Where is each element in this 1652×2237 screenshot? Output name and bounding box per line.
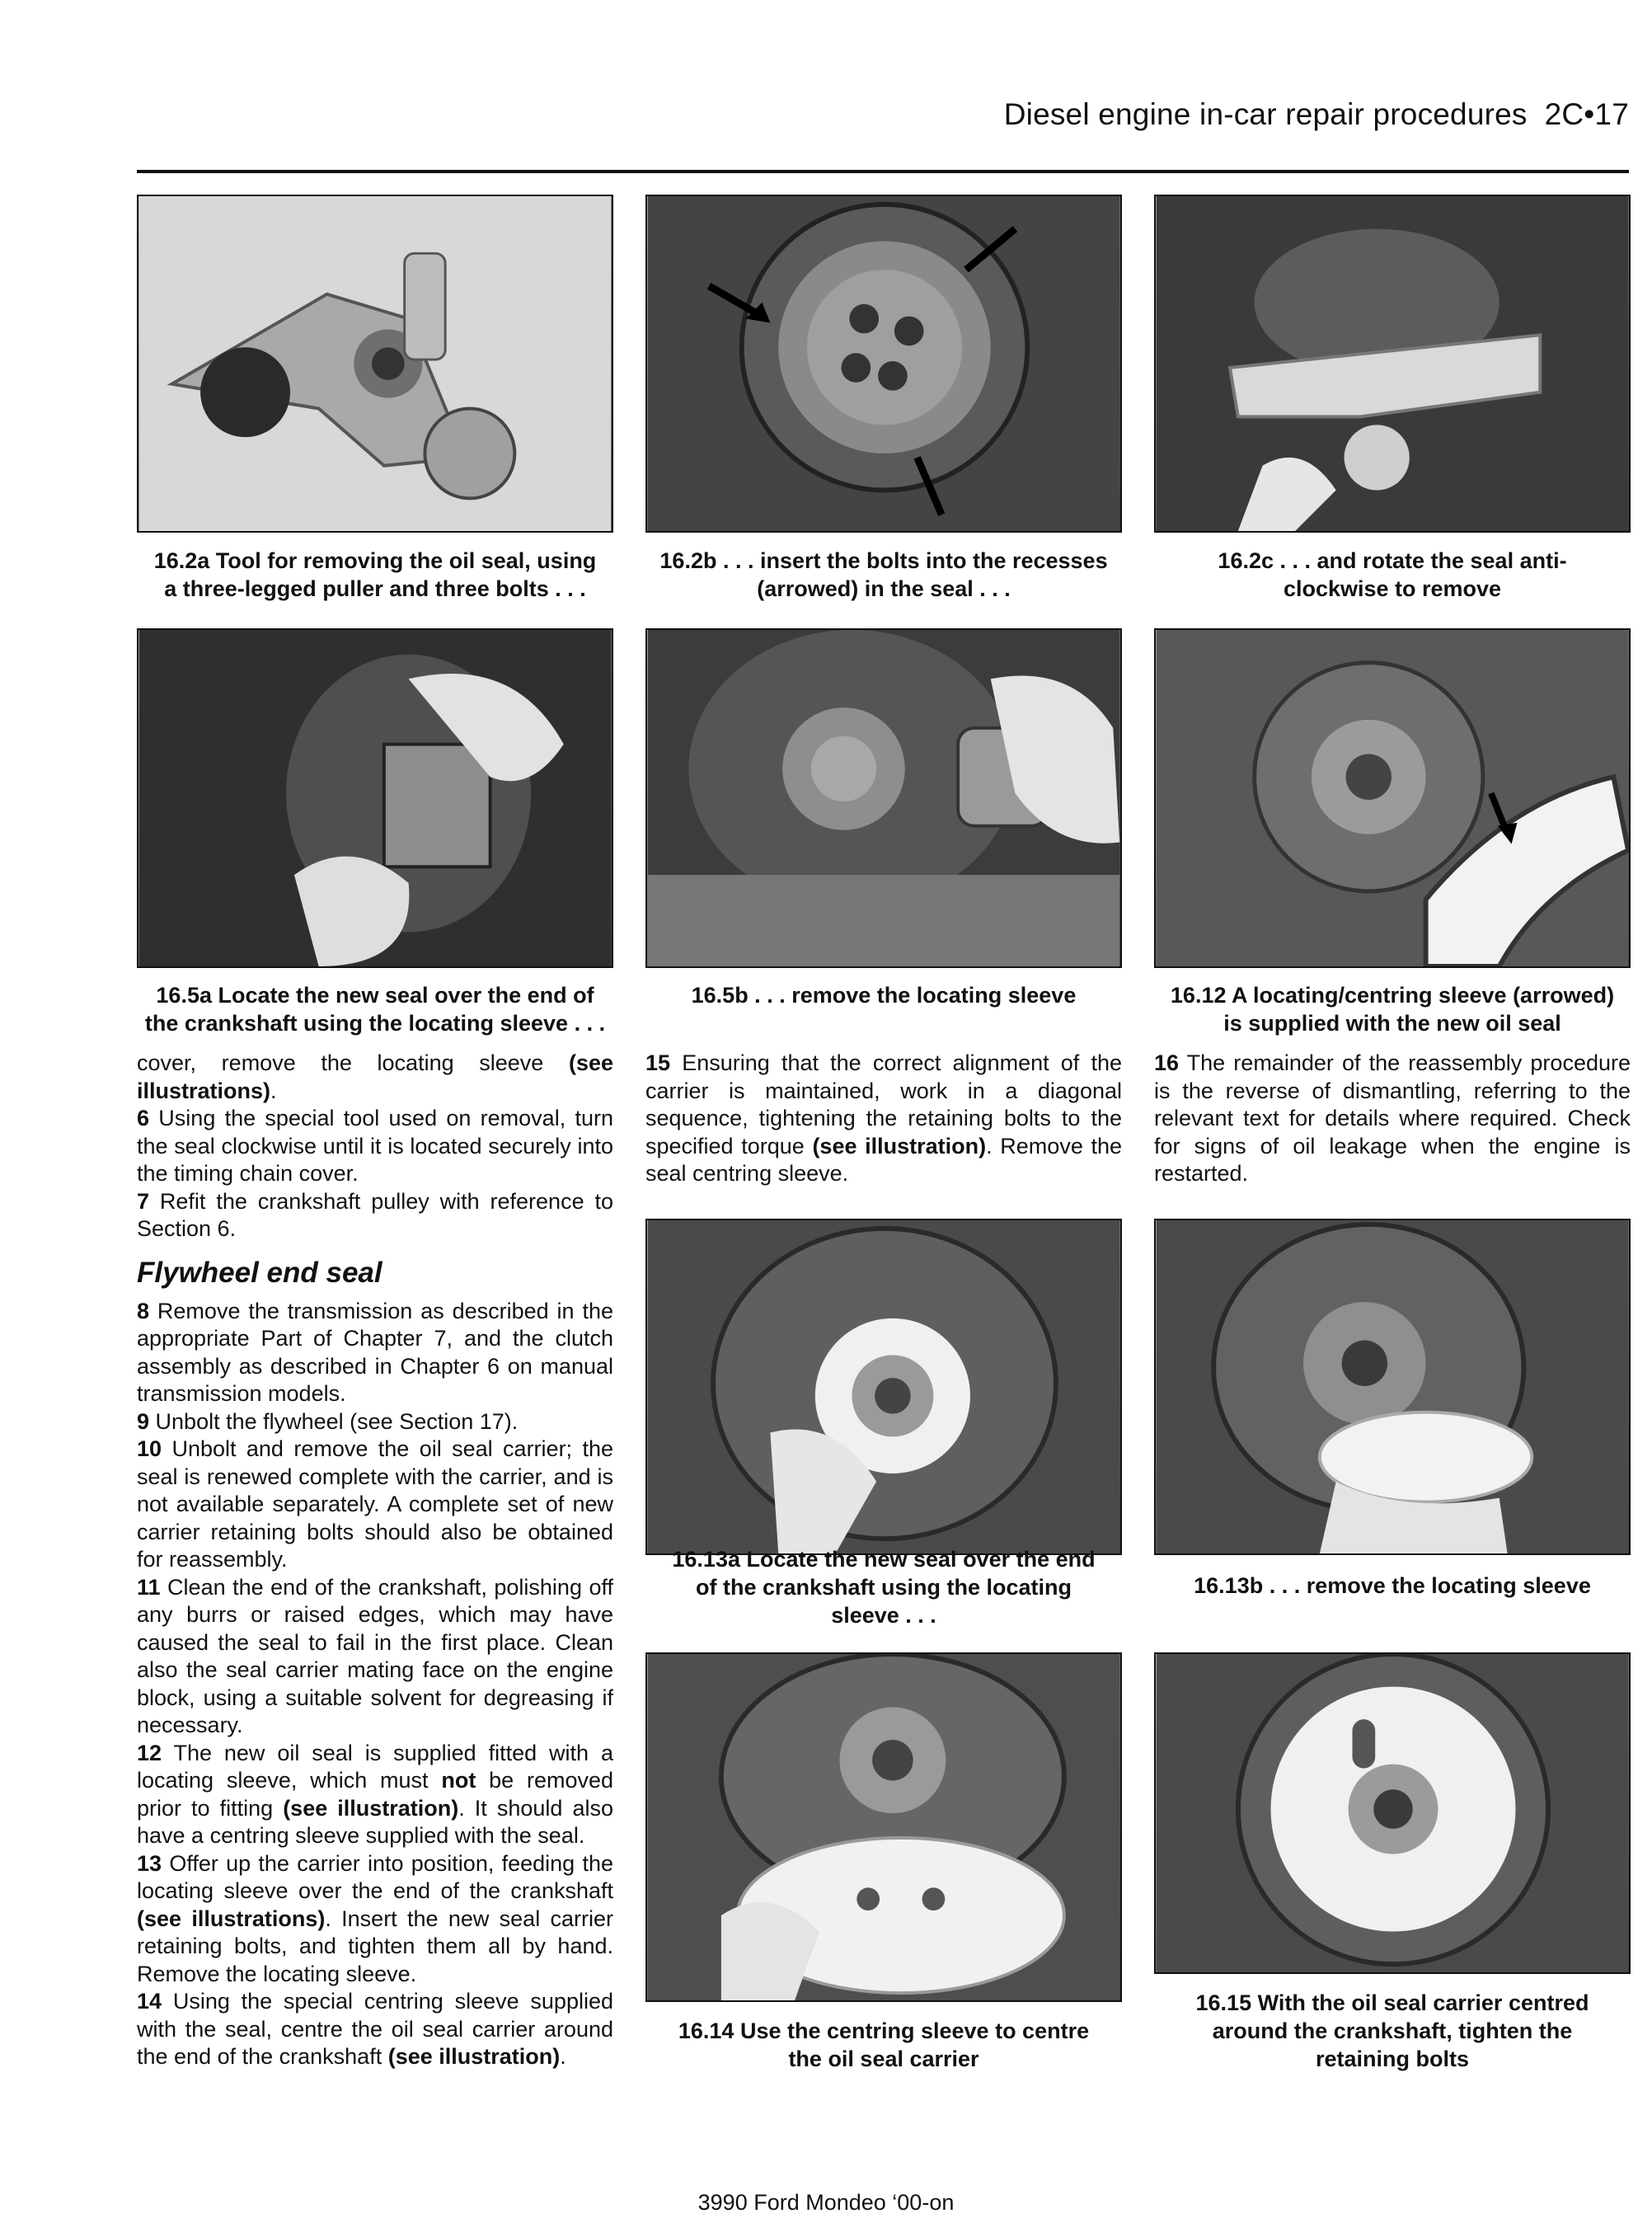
text-run: Refit the crankshaft pulley with reference to Section 6.	[137, 1188, 613, 1241]
header-rule	[137, 170, 1629, 173]
photo-16-15	[1154, 1652, 1631, 1974]
caption-line: 16.15 With the oil seal carrier centred	[1195, 1990, 1589, 2015]
paragraph-9	[137, 1408, 613, 1436]
caption-line: 16.14 Use the centring sleeve to centre	[678, 2018, 1090, 2043]
text-run: Unbolt the flywheel (see Section 17).	[149, 1408, 519, 1434]
caption-16-5b	[645, 981, 1122, 1009]
caption-line: 16.2a Tool for removing the oil seal, using	[153, 548, 597, 573]
caption-line: is supplied with the new oil seal	[1223, 1011, 1561, 1036]
illustration-ref: (see illustrations)	[137, 1050, 613, 1103]
paragraph-12	[137, 1740, 613, 1850]
caption-line: a three-legged puller and three bolts . . .	[164, 576, 586, 601]
photo-16-13a	[645, 1219, 1122, 1555]
caption-line: 16.13a Locate the new seal over the end	[672, 1547, 1096, 1572]
paragraph-number: 7	[137, 1188, 150, 1214]
paragraph-7	[137, 1188, 613, 1243]
paragraph-number: 12	[137, 1740, 162, 1765]
paragraph-8	[137, 1298, 613, 1408]
photo-16-5a	[137, 628, 613, 968]
photo-16-13b	[1154, 1219, 1631, 1555]
illustration-ref: (see illustration)	[812, 1133, 987, 1158]
caption-16-5a	[137, 981, 613, 1037]
text-run: .	[560, 2044, 566, 2069]
caption-16-2b	[645, 547, 1122, 603]
text-run: cover, remove the locating sleeve	[137, 1050, 569, 1075]
caption-16-13a	[645, 1545, 1122, 1629]
paragraph-6	[137, 1105, 613, 1188]
caption-16-15	[1154, 1989, 1631, 2073]
paragraph-number: 6	[137, 1106, 150, 1130]
illustration-ref: (see illustration)	[283, 1795, 459, 1821]
paragraph-number: 8	[137, 1298, 150, 1323]
paragraph	[137, 1050, 613, 1105]
text-run: Offer up the carrier into position, feeding the locating sleeve over the end of the crankshaft	[137, 1850, 613, 1903]
text-run: .	[270, 1078, 277, 1103]
paragraph-number: 9	[137, 1408, 150, 1434]
photo-16-2a	[137, 195, 613, 533]
paragraph-number: 13	[137, 1850, 162, 1876]
paragraph-14	[137, 1988, 613, 2071]
paragraph-16	[1154, 1050, 1631, 1188]
paragraph-10	[137, 1436, 613, 1574]
section-heading: Flywheel end seal	[137, 1256, 382, 1289]
text-run: Clean the end of the crankshaft, polishing off any burrs or raised edges, which may have caused the seal to fail in the first place. Clean also the seal carrier mating face on the engine block, using a suitable solvent for degreasing if necessary.	[137, 1574, 613, 1737]
caption-16-12	[1154, 981, 1631, 1037]
caption-16-2a	[137, 547, 613, 603]
caption-line: 16.5b . . . remove the locating sleeve	[691, 983, 1077, 1008]
text-run: . Remove the seal centring sleeve.	[645, 1133, 1123, 1186]
caption-line: 16.12 A locating/centring sleeve (arrowed)	[1170, 983, 1615, 1008]
caption-line: 16.2b . . . insert the bolts into the recesses	[659, 548, 1108, 573]
text-column-3	[1154, 1050, 1631, 1188]
caption-line: retaining bolts	[1315, 2047, 1469, 2071]
page-footer: 3990 Ford Mondeo ‘00-on	[697, 2190, 955, 2215]
photo-16-2b	[645, 195, 1122, 533]
text-run: . Insert the new seal carrier retaining bolts, and tighten them all by hand. Remove the locating sleeve.	[137, 1906, 613, 1986]
caption-16-13b	[1154, 1572, 1631, 1600]
caption-line: 16.13b . . . remove the locating sleeve	[1194, 1573, 1591, 1598]
page-number: 2C•17	[1544, 97, 1629, 131]
photo-16-14	[645, 1652, 1122, 2002]
text-run: be removed prior to fitting	[137, 1768, 613, 1821]
caption-line: (arrowed) in the seal . . .	[757, 576, 1011, 601]
caption-line: 16.5a Locate the new seal over the end of	[156, 983, 594, 1008]
emphasis: not	[441, 1768, 476, 1793]
photo-16-2c	[1154, 195, 1631, 533]
running-header	[1004, 97, 1629, 132]
illustration-ref: (see illustration)	[387, 2044, 561, 2069]
paragraph-13	[137, 1850, 613, 1989]
caption-line: of the crankshaft using the locating	[695, 1575, 1072, 1600]
paragraph-number: 16	[1154, 1050, 1180, 1075]
caption-16-2c	[1154, 547, 1631, 603]
caption-line: around the crankshaft, tighten the	[1212, 2018, 1573, 2043]
paragraph-number: 15	[645, 1050, 671, 1075]
paragraph-15	[645, 1050, 1122, 1188]
text-run: Remove the transmission as described in the appropriate Part of Chapter 7, and the clutch assembly as described in Chapter 6 on manual transmission models.	[137, 1298, 613, 1406]
paragraph-number: 10	[137, 1436, 162, 1461]
caption-line: sleeve . . .	[831, 1603, 936, 1628]
text-run: Using the special centring sleeve supplied with the seal, centre the oil seal carrier around the end of the crankshaft	[137, 1989, 613, 2069]
caption-16-14	[645, 2017, 1122, 2073]
text-run: . It should also have a centring sleeve supplied with the seal.	[137, 1795, 613, 1848]
text-run: Unbolt and remove the oil seal carrier; the seal is renewed complete with the carrier, and is not available separately. A complete set of new carrier retaining bolts should also be obtained for reassembly.	[137, 1436, 613, 1572]
text-run: Ensuring that the correct alignment of the carrier is maintained, work in a diagonal sequence, tightening the retaining bolts to the specified torque	[645, 1050, 1122, 1158]
text-run: The remainder of the reassembly procedure is the reverse of dismantling, referring to the relevant text for details where required. Check for signs of oil leakage when the engine is restarted.	[1154, 1050, 1631, 1186]
caption-line: the oil seal carrier	[788, 2047, 979, 2071]
text-run: Using the special tool used on removal, turn the seal clockwise until it is located securely into the timing chain cover.	[137, 1106, 613, 1186]
header-title: Diesel engine in-car repair procedures	[1003, 97, 1528, 131]
caption-line: 16.2c . . . and rotate the seal anti-	[1218, 548, 1567, 573]
caption-line: the crankshaft using the locating sleeve . . .	[144, 1011, 606, 1036]
caption-line: clockwise to remove	[1283, 576, 1502, 601]
paragraph-number: 11	[137, 1574, 161, 1600]
photo-16-12	[1154, 628, 1631, 968]
paragraph-11	[137, 1574, 613, 1740]
text-run: The new oil seal is supplied fitted with a locating sleeve, which must	[137, 1740, 613, 1793]
text-column-1	[137, 1050, 613, 2071]
text-column-2	[645, 1050, 1122, 1188]
paragraph-number: 14	[137, 1989, 162, 2014]
photo-16-5b	[645, 628, 1122, 968]
illustration-ref: (see illustrations)	[137, 1906, 326, 1931]
